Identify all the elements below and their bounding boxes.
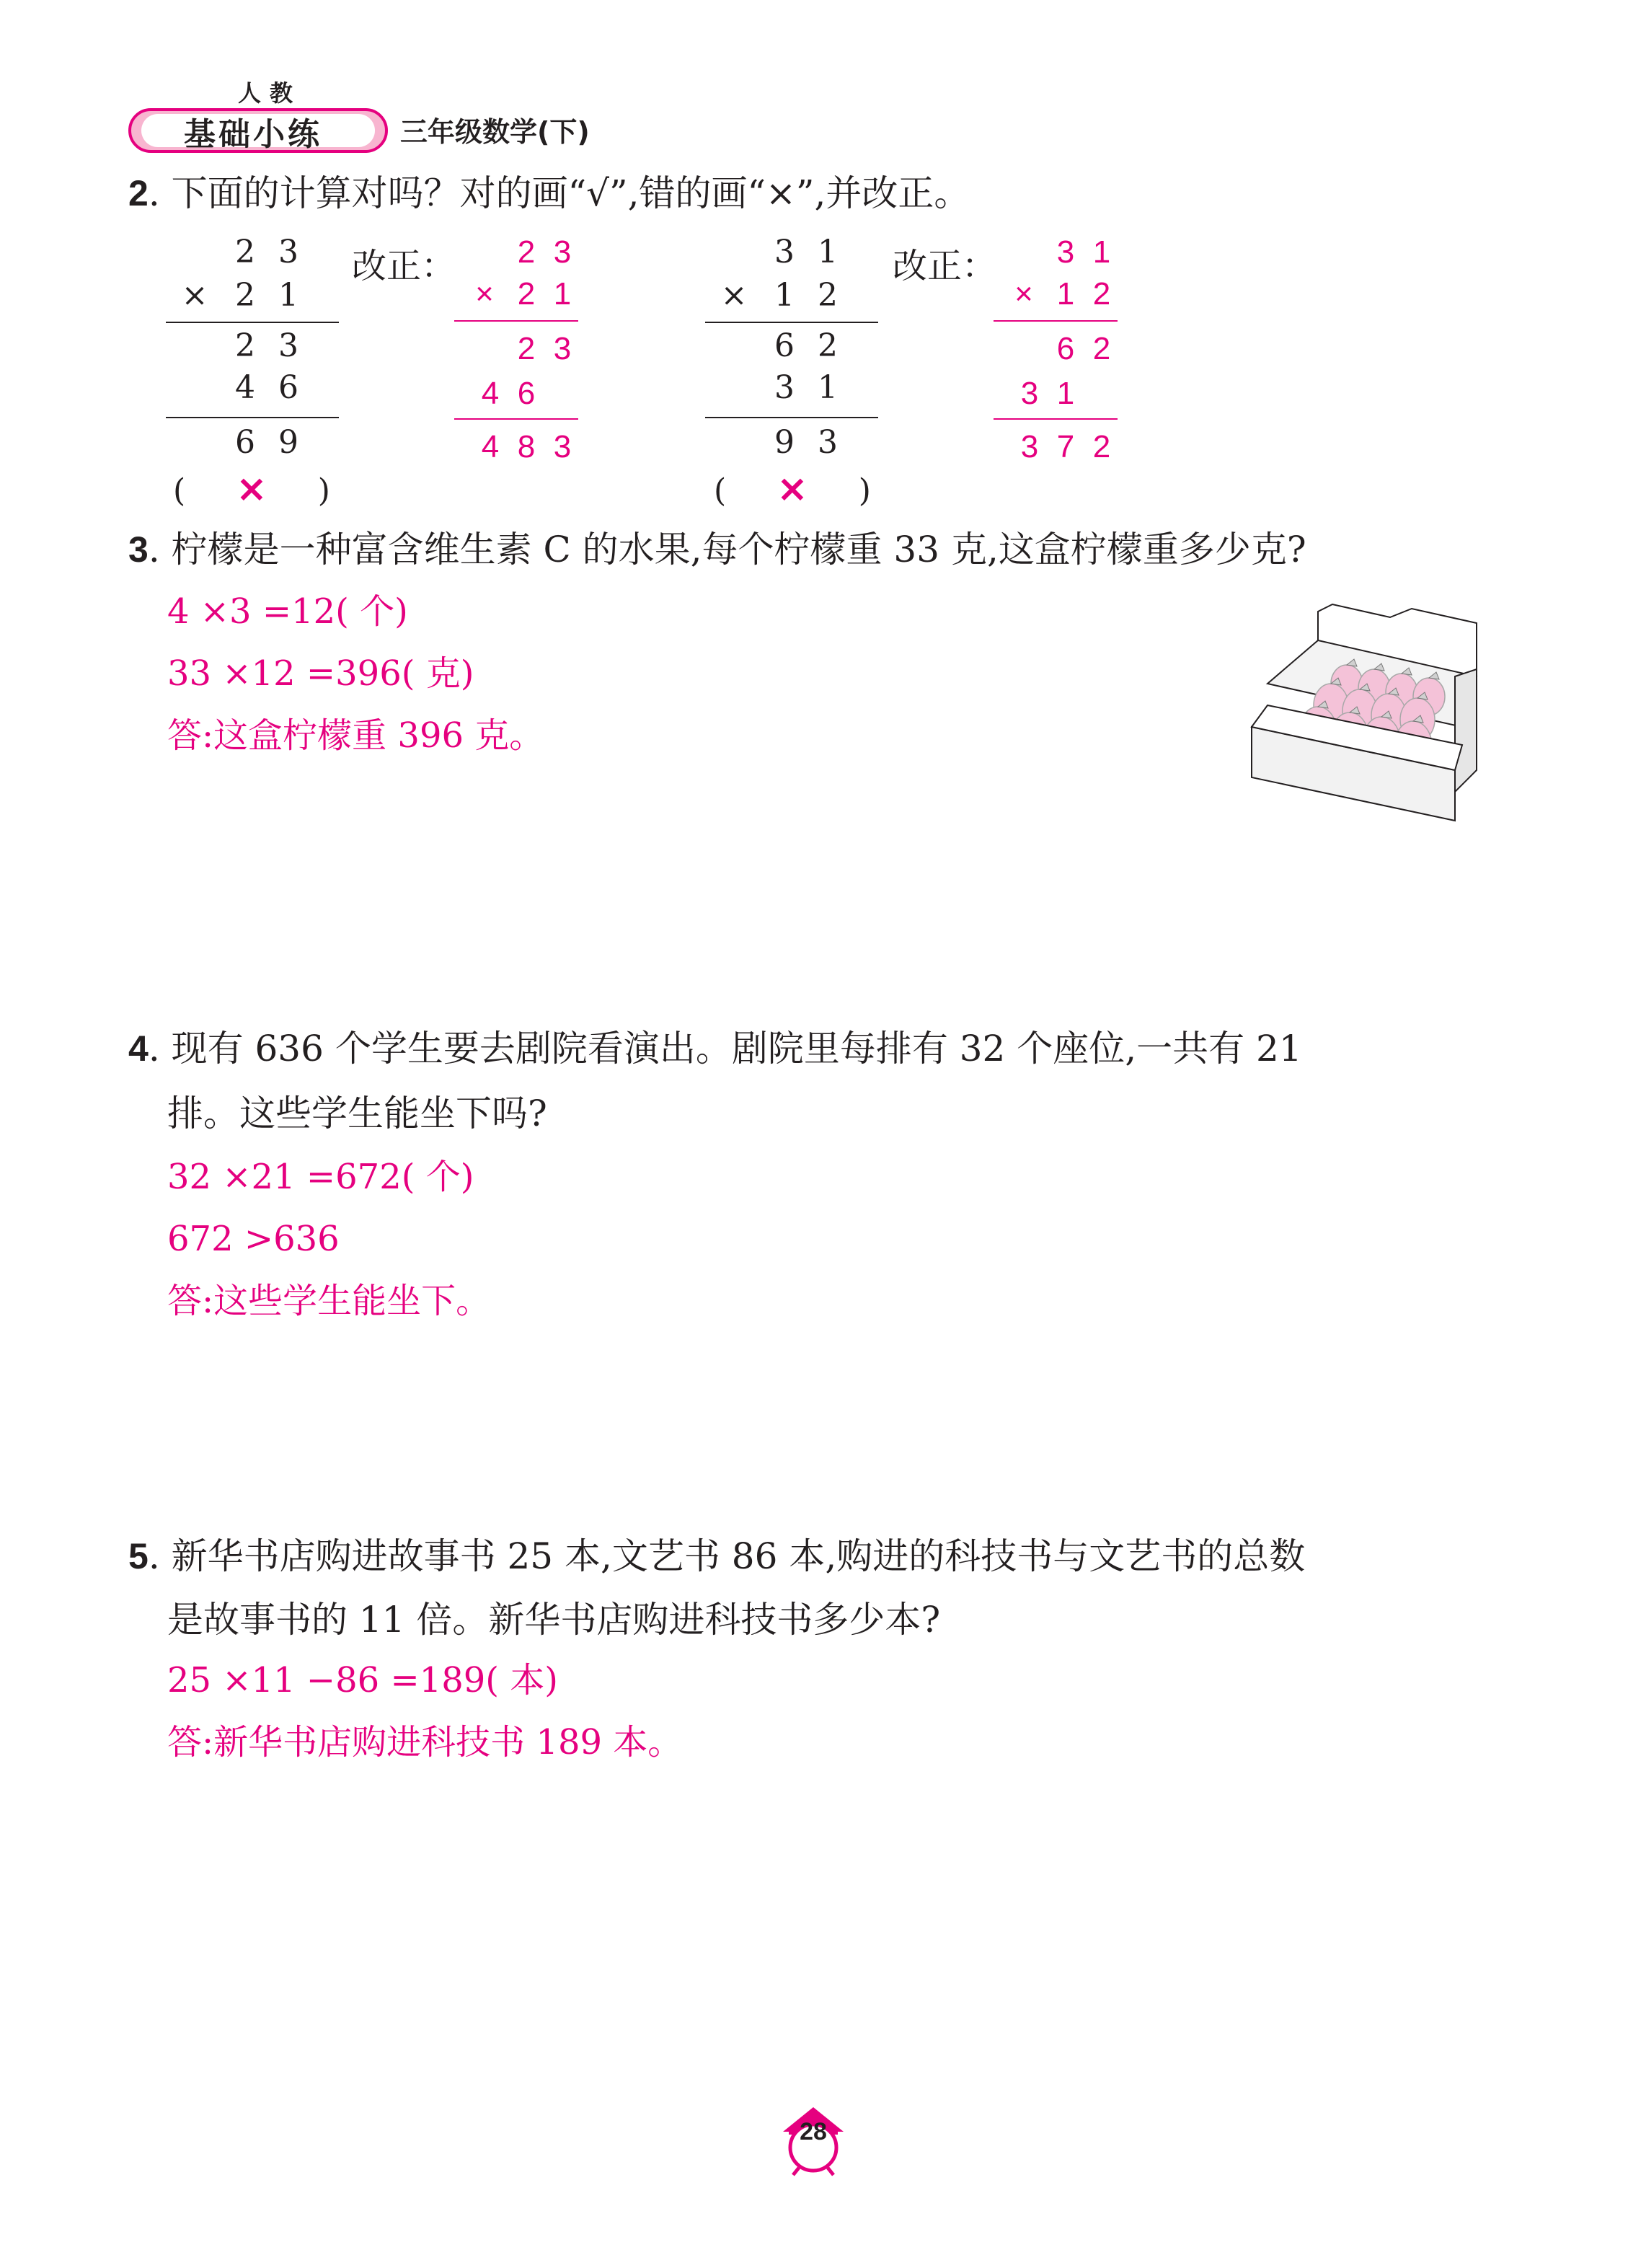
question-text: . 柠檬是一种富含维生素 C 的水果,每个柠檬重 33 克,这盒柠檬重多少克? [148,529,1306,570]
digit: 1 [278,277,298,314]
question-number: 2 [128,173,149,213]
digit: 3 [278,234,298,270]
times-sign: × [475,276,494,312]
question-number: 3 [128,529,149,570]
digit: 9 [278,424,298,461]
digit: 4 [481,429,500,464]
digit: 9 [774,424,795,461]
digit: 2 [1092,276,1111,312]
digit: 6 [235,424,255,461]
question-text-line2: 是故事书的 11 倍。新华书店购进科技书多少本? [167,1599,941,1641]
logo-subtitle: 人教 [238,79,302,107]
digit: 2 [517,331,536,366]
correct-label-left: 改正： [352,246,456,286]
logo-title: 基础小练 [184,116,322,153]
calc-rule [166,322,339,323]
lemon-box-illustration [1246,597,1484,828]
answer-line: 33 ×12 =396( 克) [167,653,474,694]
digit: 3 [818,424,838,461]
question-5 [128,1535,1305,1578]
answer-statement: 答:这些学生能坐下。 [167,1281,491,1321]
digit: 1 [553,276,572,312]
paren: ) [858,472,871,509]
digit: 3 [774,234,795,270]
digit: 3 [1020,376,1039,411]
digit: 2 [1092,331,1111,366]
digit: 8 [517,429,536,464]
digit: 3 [278,327,298,364]
digit: 1 [1056,276,1075,312]
digit: 3 [1020,429,1039,464]
digit: 2 [1092,429,1111,464]
digit: 1 [818,369,838,406]
digit: 2 [235,277,255,314]
calc-rule [994,320,1118,322]
judge-left [173,467,330,513]
question-text-line2: 排。这些学生能坐下吗? [167,1093,547,1134]
digit: 3 [553,234,572,270]
digit: 3 [1056,234,1075,270]
digit: 3 [553,331,572,366]
digit: 2 [818,327,838,364]
answer-line: 672 >636 [167,1219,340,1259]
answer-statement: 答:新华书店购进科技书 189 本。 [167,1722,683,1762]
judge-mark: × [236,467,267,511]
digit: 6 [774,327,795,364]
question-number: 5 [128,1536,149,1576]
judge-mark: × [777,467,808,511]
question-2 [128,172,970,215]
times-sign: × [720,277,748,314]
digit: 1 [1056,376,1075,411]
paren: ) [317,472,330,509]
question-text-line1: . 新华书店购进故事书 25 本,文艺书 86 本,购进的科技书与文艺书的总数 [148,1535,1306,1577]
digit: 4 [481,376,500,411]
question-number: 4 [128,1028,149,1069]
paren: ( [714,472,727,509]
times-sign: × [181,277,208,314]
digit: 2 [235,234,255,270]
calc-rule [454,418,578,420]
digit: 2 [818,277,838,314]
question-text: . 下面的计算对吗？对的画“√”,错的画“×”,并改正。 [148,172,970,214]
digit: 1 [818,234,838,270]
paren: ( [173,472,186,509]
digit: 3 [553,429,572,464]
correct-label-right: 改正： [893,246,997,286]
question-4 [128,1027,1302,1070]
times-sign: × [1014,276,1033,312]
digit: 2 [517,276,536,312]
digit: 2 [235,327,255,364]
digit: 2 [517,234,536,270]
digit: 3 [774,369,795,406]
calc-rule [166,417,339,418]
answer-line: 25 ×11 −86 =189( 本) [167,1660,558,1700]
book-title: 三年级数学(下) [400,116,590,148]
digit: 7 [1056,429,1075,464]
calc-rule [454,320,578,322]
calc-rule [705,322,878,323]
answer-statement: 答:这盒柠檬重 396 克。 [167,715,544,756]
answer-line: 32 ×21 =672( 个) [167,1157,474,1197]
page-number: 28 [800,2118,827,2145]
digit: 4 [235,369,255,406]
calc-rule [994,418,1118,420]
question-text-line1: . 现有 636 个学生要去剧院看演出。剧院里每排有 32 个座位,一共有 21 [148,1028,1302,1069]
digit: 6 [517,376,536,411]
calc-rule [705,417,878,418]
question-3 [128,528,1306,571]
judge-right [714,467,871,513]
digit: 1 [1092,234,1111,270]
digit: 6 [1056,331,1075,366]
digit: 1 [774,277,795,314]
answer-line: 4 ×3 =12( 个) [167,591,408,632]
digit: 6 [278,369,298,406]
